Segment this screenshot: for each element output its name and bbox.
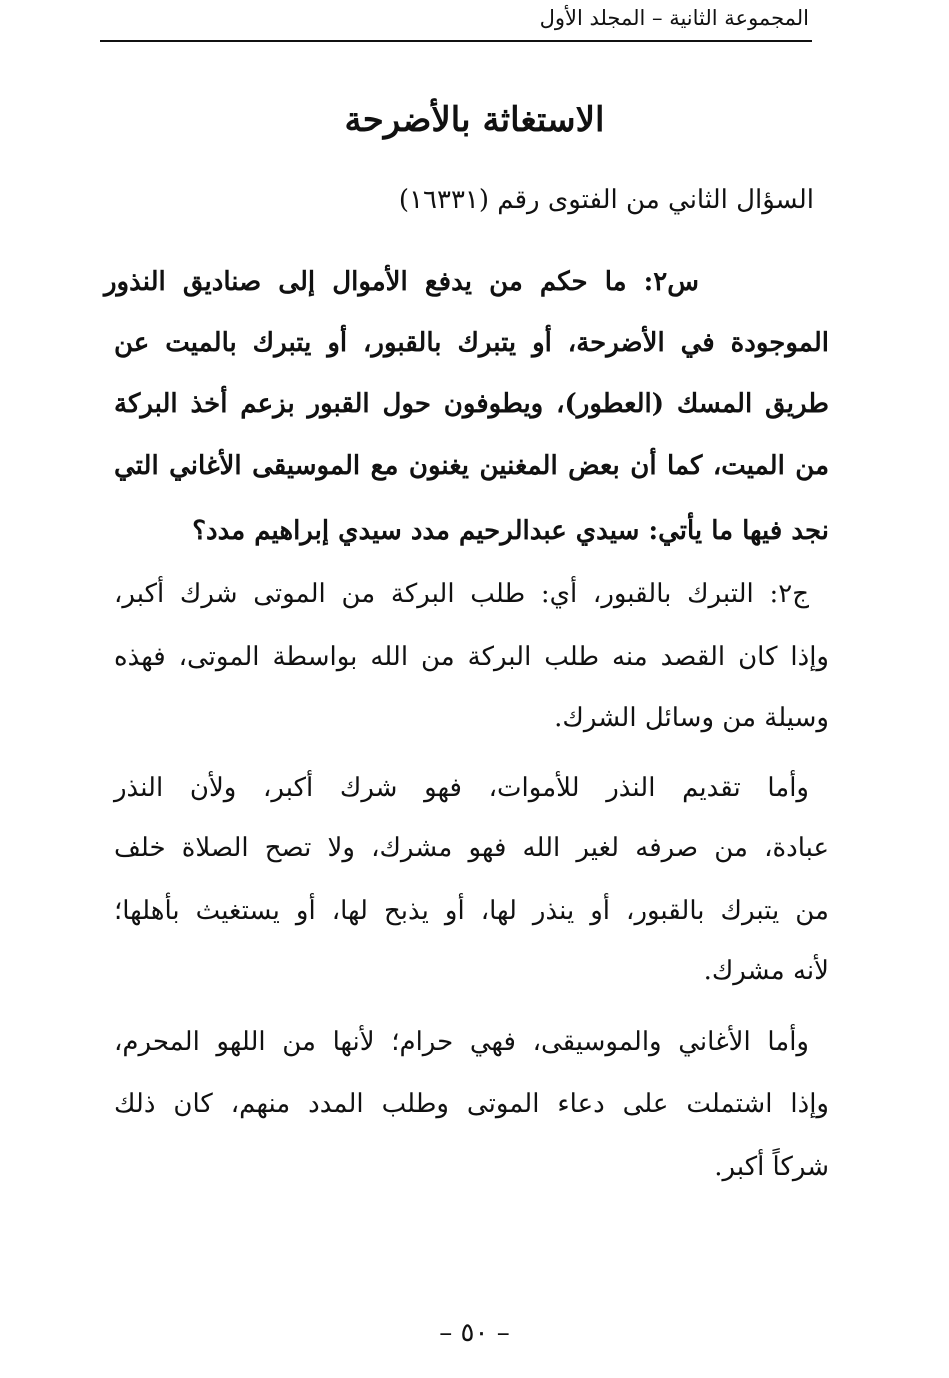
question-line: من الميت، كما أن بعض المغنين يغنون مع الموسيقى الأغاني التي <box>114 451 829 481</box>
question-line: نجد فيها ما يأتي: سيدي عبدالرحيم مدد سيدي إبراهيم مدد؟ <box>192 516 829 546</box>
answer-line: وإذا اشتملت على دعاء الموتى وطلب المدد منهم، كان ذلك <box>114 1089 829 1119</box>
header-rule <box>100 40 812 42</box>
page-number: – ٥٠ – <box>439 1318 510 1348</box>
answer-line: وأما تقديم النذر للأموات، فهو شرك أكبر، ولأن النذر <box>114 773 809 803</box>
answer-line: وإذا كان القصد منه طلب البركة من الله بواسطة الموتى، فهذه <box>114 642 829 672</box>
answer-line: من يتبرك بالقبور، أو ينذر لها، أو يذبح لها، أو يستغيث بأهلها؛ <box>114 896 829 926</box>
question-line: طريق المسك (العطور)، ويطوفون حول القبور بزعم أخذ البركة <box>114 389 829 419</box>
answer-line: شركاً أكبر. <box>714 1152 829 1182</box>
answer-line: ج٢: التبرك بالقبور، أي: طلب البركة من الموتى شرك أكبر، <box>114 579 809 609</box>
answer-line: وأما الأغاني والموسيقى، فهي حرام؛ لأنها من اللهو المحرم، <box>114 1027 809 1057</box>
section-title: الاستغاثة بالأضرحة <box>344 100 605 140</box>
answer-line: لأنه مشرك. <box>703 956 829 986</box>
answer-line: وسيلة من وسائل الشرك. <box>554 703 829 733</box>
question-line: الموجودة في الأضرحة، أو يتبرك بالقبور، أو يتبرك بالميت عن <box>114 328 829 358</box>
fatwa-reference: السؤال الثاني من الفتوى رقم (١٦٣٣١) <box>398 185 814 215</box>
answer-line: عبادة، من صرفه لغير الله فهو مشرك، ولا تصح الصلاة خلف <box>114 833 829 863</box>
running-header: المجموعة الثانية – المجلد الأول <box>539 6 809 30</box>
question-line: س٢: ما حكم من يدفع الأموال إلى صناديق النذور <box>104 267 699 297</box>
